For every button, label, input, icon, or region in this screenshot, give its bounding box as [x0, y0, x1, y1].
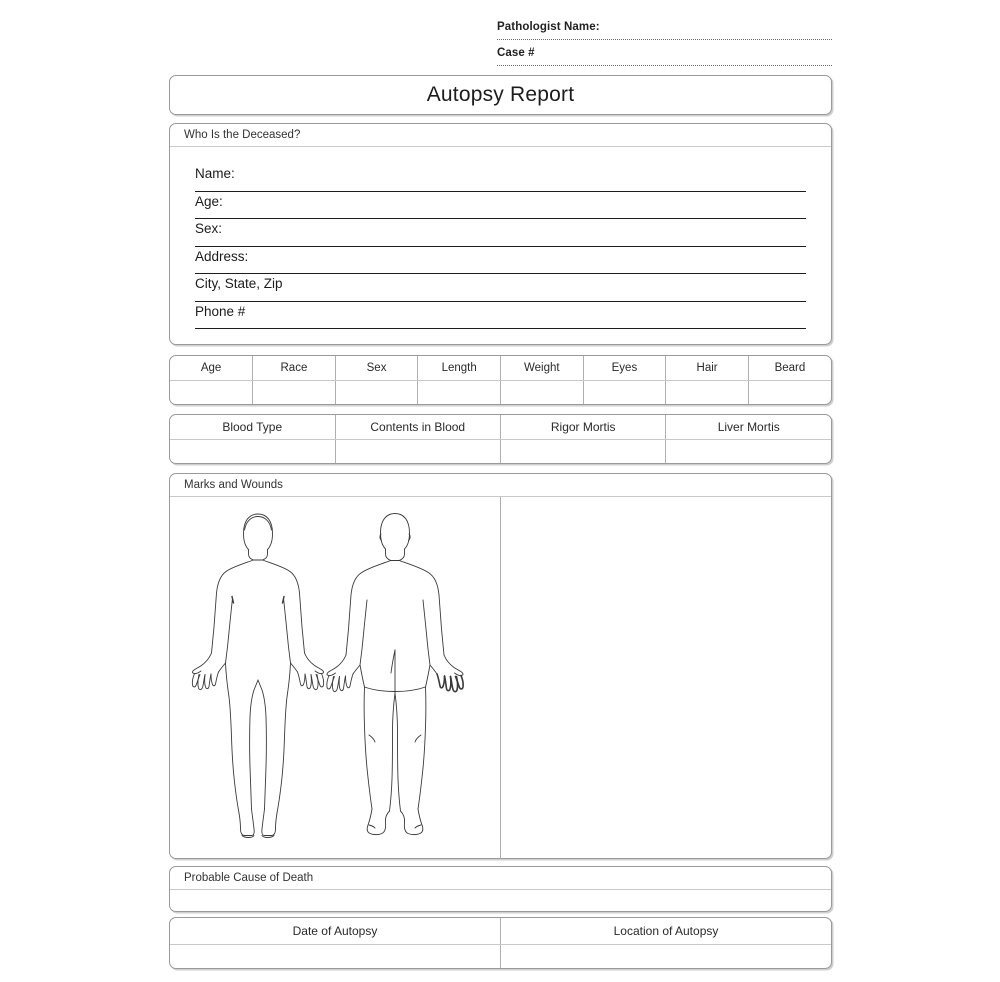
vitals-col-race: Race: [253, 356, 336, 381]
field-phone[interactable]: [195, 302, 806, 330]
page-title: Autopsy Report: [426, 83, 575, 106]
meta-cell-location-of-autopsy[interactable]: [501, 945, 832, 970]
blood-col-rigor-mortis: Rigor Mortis: [500, 415, 665, 440]
blood-table: [169, 414, 832, 464]
field-name[interactable]: [195, 164, 806, 192]
cause-input-area[interactable]: [170, 890, 831, 912]
body-diagram-area[interactable]: [170, 497, 500, 859]
meta-col-location-of-autopsy: Location of Autopsy: [501, 918, 832, 945]
marks-body: [170, 497, 831, 859]
probable-cause-section: [169, 866, 832, 912]
vitals-cell-weight[interactable]: [501, 381, 584, 406]
field-age-label: Age:: [195, 193, 223, 209]
blood-cell-contents-in-blood[interactable]: [335, 440, 500, 465]
vitals-cell-beard[interactable]: [748, 381, 831, 406]
blood-col-blood-type: Blood Type: [170, 415, 335, 440]
body-diagrams-svg: [170, 497, 500, 859]
blood-cell-blood-type[interactable]: [170, 440, 335, 465]
vitals-col-length: Length: [418, 356, 501, 381]
vitals-table: [169, 355, 832, 405]
vitals-cell-length[interactable]: [418, 381, 501, 406]
report-title-panel: [169, 75, 832, 115]
deceased-section-header: [170, 124, 831, 147]
field-sex-label: Sex:: [195, 221, 223, 236]
cause-section-header: [170, 867, 831, 890]
field-address[interactable]: [195, 247, 806, 275]
vitals-cell-hair[interactable]: [666, 381, 749, 406]
blood-col-liver-mortis: Liver Mortis: [666, 415, 831, 440]
case-number-row[interactable]: [497, 40, 832, 66]
field-age[interactable]: [195, 192, 806, 220]
field-phone-label: Phone #: [195, 303, 246, 319]
vitals-col-hair: Hair: [666, 356, 749, 381]
marks-and-wounds-section: [169, 473, 832, 859]
blood-col-contents-in-blood: Contents in Blood: [335, 415, 500, 440]
vitals-cell-eyes[interactable]: [583, 381, 666, 406]
cause-section-label: Probable Cause of Death: [184, 872, 314, 884]
field-address-label: Address:: [195, 248, 249, 264]
field-city-state-zip-label: City, State, Zip: [195, 276, 283, 291]
case-number-label: Case #: [497, 46, 535, 59]
body-posterior-diagram: [327, 514, 463, 835]
table-row: [170, 440, 831, 465]
form-header: [497, 14, 832, 66]
body-anterior-diagram: [192, 514, 323, 838]
autopsy-meta-header-row: [170, 918, 831, 945]
vitals-cell-sex[interactable]: [335, 381, 418, 406]
vitals-col-age: Age: [170, 356, 253, 381]
blood-cell-rigor-mortis[interactable]: [500, 440, 665, 465]
vitals-col-eyes: Eyes: [583, 356, 666, 381]
meta-cell-date-of-autopsy[interactable]: [170, 945, 501, 970]
blood-table-header-row: [170, 415, 831, 440]
table-row: [170, 381, 831, 406]
field-city-state-zip[interactable]: [195, 274, 806, 302]
autopsy-meta-table: [169, 917, 832, 969]
deceased-fields: [170, 147, 831, 329]
vitals-cell-race[interactable]: [253, 381, 336, 406]
vitals-cell-age[interactable]: [170, 381, 253, 406]
marks-section-label: Marks and Wounds: [184, 479, 283, 491]
vitals-col-weight: Weight: [501, 356, 584, 381]
vitals-table-header-row: [170, 356, 831, 381]
blood-cell-liver-mortis[interactable]: [666, 440, 831, 465]
meta-col-date-of-autopsy: Date of Autopsy: [170, 918, 501, 945]
vitals-col-sex: Sex: [335, 356, 418, 381]
deceased-section-label: Who Is the Deceased?: [184, 129, 301, 141]
pathologist-name-row[interactable]: [497, 14, 832, 40]
pathologist-name-label: Pathologist Name:: [497, 20, 600, 33]
field-name-label: Name:: [195, 166, 235, 181]
marks-notes-area[interactable]: [501, 497, 831, 859]
table-row: [170, 945, 831, 970]
vitals-col-beard: Beard: [748, 356, 831, 381]
field-sex[interactable]: [195, 219, 806, 247]
marks-section-header: [170, 474, 831, 497]
deceased-section: [169, 123, 832, 345]
